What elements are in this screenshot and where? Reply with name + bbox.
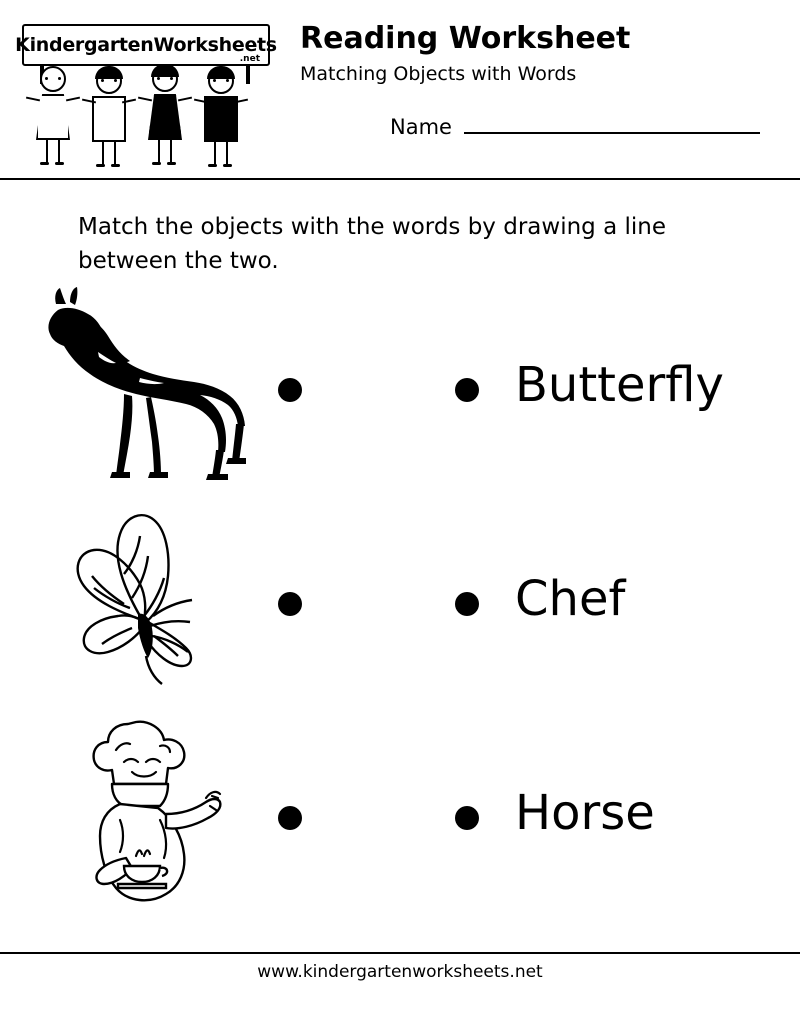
- connector-dot-left[interactable]: [278, 806, 302, 830]
- title-block: [280, 20, 780, 86]
- worksheet-footer: [0, 962, 800, 982]
- connector-dot-right[interactable]: [455, 592, 479, 616]
- footer-url[interactable]: www.kindergartenworksheets.net: [257, 962, 543, 982]
- word-label: Horse: [515, 785, 655, 841]
- chef-illustration: [20, 710, 260, 924]
- logo-tld-text: .net: [239, 54, 260, 64]
- child-figure: [142, 66, 188, 170]
- matching-exercise: [0, 282, 800, 924]
- word-label: Butterfly: [515, 357, 724, 413]
- site-logo[interactable]: [14, 18, 277, 173]
- child-figure: [30, 66, 76, 170]
- child-figure: [86, 68, 132, 172]
- connector-dot-left[interactable]: [278, 378, 302, 402]
- match-row: [0, 282, 800, 496]
- match-row: [0, 710, 800, 924]
- name-input-line[interactable]: [464, 110, 760, 134]
- logo-brand-text: KindergartenWorksheets: [15, 34, 277, 56]
- header-divider: [0, 178, 800, 180]
- connector-dot-left[interactable]: [278, 592, 302, 616]
- page-subtitle: Matching Objects with Words: [300, 63, 577, 85]
- page-title: Reading Worksheet: [300, 21, 631, 56]
- instructions-text: Match the objects with the words by drawing a line between the two.: [78, 214, 666, 274]
- butterfly-illustration: [20, 496, 260, 710]
- connector-dot-right[interactable]: [455, 378, 479, 402]
- child-figure: [198, 68, 244, 172]
- name-field-row: [390, 110, 760, 144]
- footer-divider: [0, 952, 800, 954]
- worksheet-header: [0, 0, 800, 178]
- match-row: [0, 496, 800, 710]
- logo-sign-board: [15, 24, 277, 66]
- word-label: Chef: [515, 571, 626, 627]
- connector-dot-right[interactable]: [455, 806, 479, 830]
- name-label: Name: [390, 115, 452, 139]
- children-icon: [30, 66, 260, 174]
- horse-illustration: [20, 282, 260, 496]
